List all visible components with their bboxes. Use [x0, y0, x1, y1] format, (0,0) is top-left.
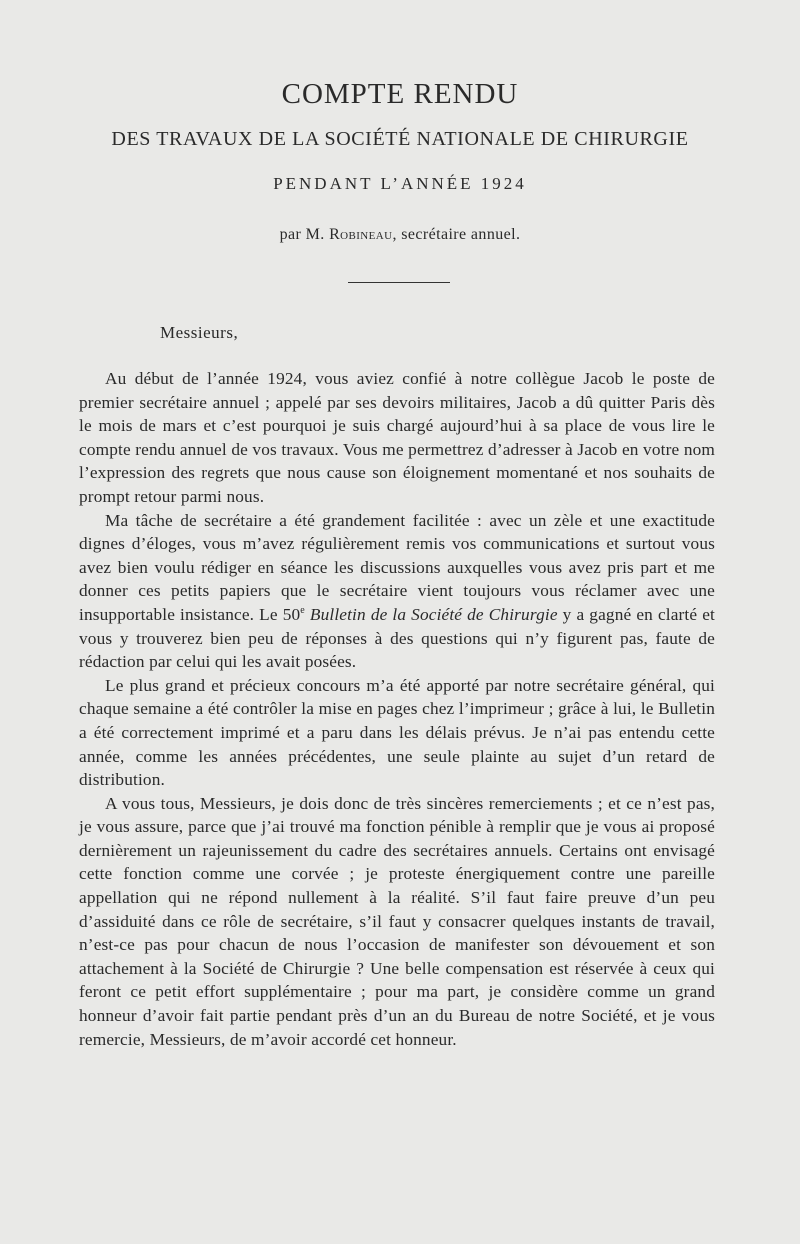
author-name: Robineau: [329, 226, 393, 243]
paragraph-3: Le plus grand et précieux concours m’a été apporté par notre secrétaire général, qui chaque semaine a été contrôler la mise en pages chez l’imprimeur ; grâce à lui, le Bulletin a été correctement imprimé et a paru dans les délais prévus. Je n’ai pas entendu cette année, comme les années précédentes, une seule plainte au sujet d’un retard de distribution.: [79, 675, 715, 790]
paragraph-2-part-b: y a gagné en clarté et vous y trouverez bien peu de réponses à des questions qui n’y figurent pas, faute de rédaction par celui qui les avait posées.: [79, 604, 715, 672]
salutation: Messieurs,: [160, 323, 239, 342]
author-line: [0, 223, 800, 247]
separator-rule: [348, 282, 450, 283]
paragraph-4: A vous tous, Messieurs, je dois donc de très sincères remerciements ; et ce n’est pas, je vous assure, parce que j’ai trouvé ma fonction pénible à remplir que je vous ai proposé dernièrement un rajeunissement du cadre des secrétaires annuels. Certains ont envisagé cette fonction comme une corvée ; je proteste énergiquement contre une pareille appellation qui ne répond nullement à la réalité. S’il faut faire preuve d’un peu d’assiduité dans ce rôle de secrétaire, s’il faut y consacrer quelques instants de travail, n’est-ce pas pour chacun de nous l’occasion de manifester son dévouement et son attachement à la Société de Chirurgie ? Une belle compensation est réservée à ceux qui feront ce petit effort supplémentaire ; pour ma part, je considère comme un grand honneur d’avoir fait partie pendant près d’un an du Bureau de notre Société, et je vous remercie, Messieurs, de m’avoir accordé cet honneur.: [79, 793, 715, 1049]
paragraph-2-part-a: Ma tâche de secrétaire a été grandement facilitée : avec un zèle et une exactitude dignes d’éloges, vous m’avez régulièrement remis vos communications et surtout vous avez bien voulu rédiger en séance les discussions auxquelles vous avez pris part et me donner ces petits papiers que le secrétaire vient toujours vous réclamer avec une insupportable insistance. Le 50: [79, 510, 715, 624]
document-title: COMPTE RENDU: [281, 78, 519, 110]
paragraph-1: Au début de l’année 1924, vous aviez confié à notre collègue Jacob le poste de premier secrétaire annuel ; appelé par ses devoirs militaires, Jacob a dû quitter Paris dès le mois de mars et c’est pourquoi je suis chargé aujourd’hui à sa place de vous lire le compte rendu annuel de vos travaux. Vous me permettrez d’adresser à Jacob en votre nom l’expression des regrets que nous cause son éloignement momentané et nos souhaits de prompt retour parmi nous.: [79, 369, 715, 506]
year-line: PENDANT L’ANNÉE 1924: [273, 174, 527, 193]
author-prefix: par M.: [279, 226, 330, 243]
bulletin-title: Bulletin de la Société de Chirurgie: [309, 604, 558, 624]
paragraph-2: [79, 509, 715, 674]
body-text: [79, 367, 715, 1051]
ordinal-superscript: e: [300, 605, 305, 617]
author-suffix: , secrétaire annuel.: [392, 226, 521, 243]
document-subtitle: DES TRAVAUX DE LA SOCIÉTÉ NATIONALE DE CHIRURGIE: [111, 128, 689, 150]
